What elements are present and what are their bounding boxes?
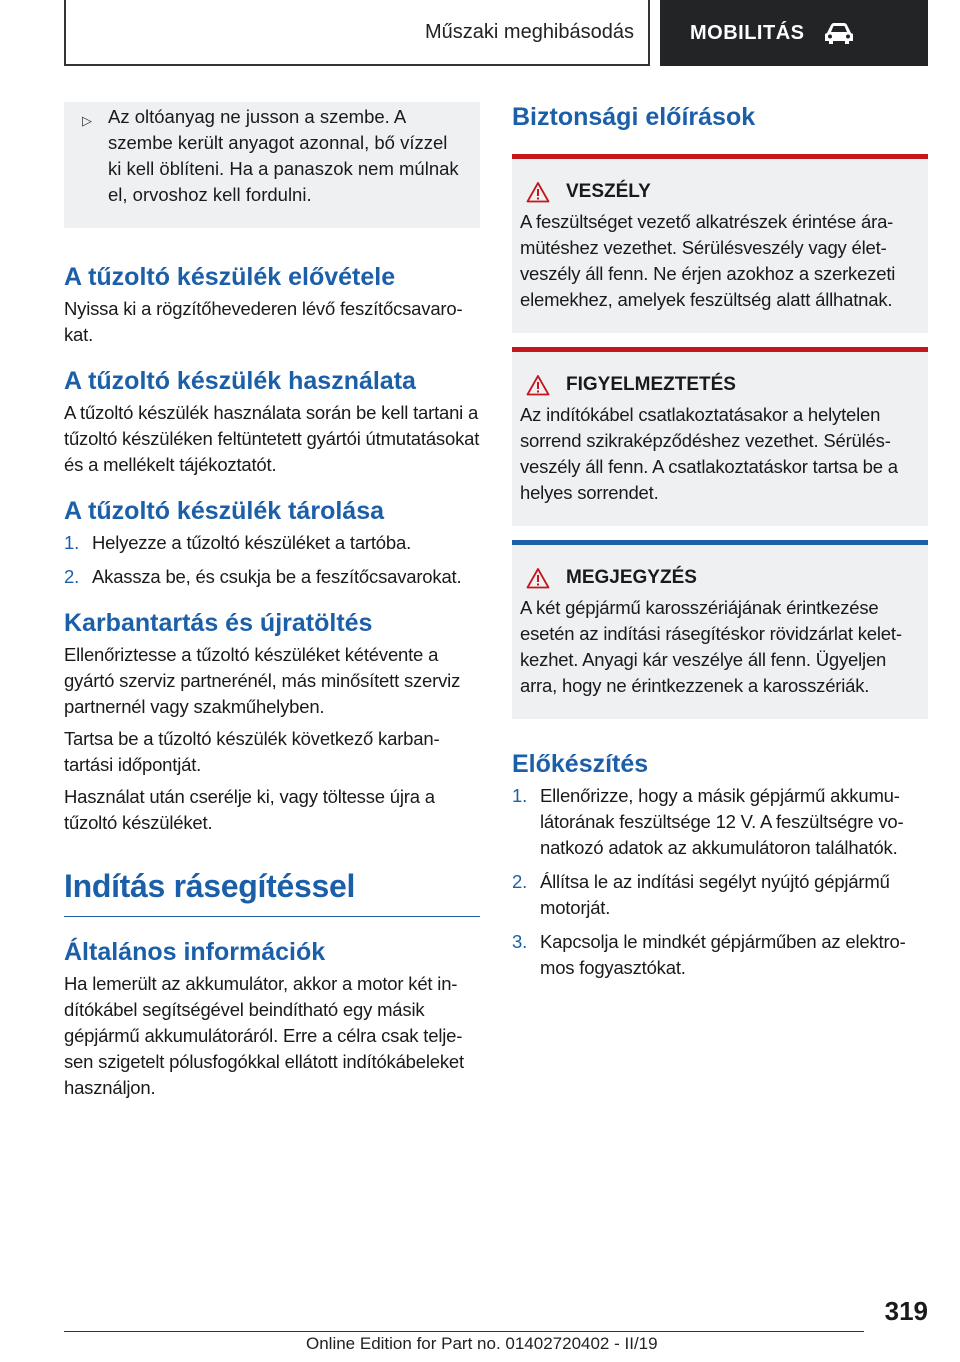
notice-box	[512, 540, 928, 719]
section-title: Műszaki meghibásodás	[64, 0, 650, 66]
note-text: Az oltóanyag ne jusson a szembe. A szembe került anyagot azonnal, bő vízzel ki kell öblíteni. Ha a panaszok nem múlnak el, orvoshoz kell fordulni.	[108, 106, 459, 205]
list-item: 3. Kapcsolja le mindkét gépjárműben az elektromos fogyasztókat.	[512, 931, 906, 978]
removal-section	[64, 262, 480, 348]
danger-box	[512, 154, 928, 333]
warning-triangle-icon	[526, 374, 550, 396]
maintenance-section	[64, 608, 480, 836]
list-item: 2. Akassza be, és csukja be a feszítőcsavarokat.	[64, 566, 462, 587]
maintenance-heading: Karbantartás és újratöltés	[64, 609, 373, 637]
list-item: 1. Ellenőrizze, hogy a másik gépjármű akkumulátorának feszültsége 12 V. A feszültségre vonatkozó adatok az akkumulátoron találhatók.	[512, 785, 904, 858]
car-icon	[823, 21, 855, 45]
preparation-heading: Előkészítés	[512, 750, 649, 778]
maintenance-text: Tartsa be a tűzoltó készülék következő karbantartási időpontját.	[64, 728, 440, 775]
list-item: 2. Állítsa le az indítási segélyt nyújtó gépjármű motorját.	[512, 871, 890, 918]
left-column	[64, 102, 480, 1119]
general-section	[64, 937, 480, 1101]
warning-label: VESZÉLY	[566, 181, 651, 202]
preparation-steps	[512, 783, 928, 981]
jumpstart-heading: Indítás rásegítéssel	[64, 866, 480, 917]
warning-triangle-icon	[526, 567, 550, 589]
note-box	[64, 102, 480, 228]
maintenance-text: Ellenőriztesse a tűzoltó készüléket kétévente a gyártó szerviz partnerénél, más minősített szerviz partnernél vagy szakműhelyben.	[64, 644, 461, 717]
usage-text: A tűzoltó készülék használata során be kell tartani a tűzoltó készüléken feltüntetett gyártói útmutatásokat és a mellékelt tájékoztatót.	[64, 402, 480, 475]
edition-footer: Online Edition for Part no. 01402720402 - II/19	[306, 1334, 658, 1353]
removal-heading: A tűzoltó készülék elővétele	[64, 263, 396, 291]
warning-box	[512, 347, 928, 526]
general-text: Ha lemerült az akkumulátor, akkor a motor két indítókábel segítségével beindítható egy másik gépjármű akkumulátoráról. Erre a célra csak teljesen szigetelt pólusfogókkal ellátott indítókábeleket használjon.	[64, 973, 464, 1098]
warning-text: Az indítókábel csatlakoztatásakor a helytelen sorrend szikraképződéshez vezethet. Sérülésveszély áll fenn. A csatlakoztatáskor tartsa be a helyes sorrendet.	[520, 404, 898, 503]
safety-heading: Biztonsági előírások	[512, 103, 756, 131]
triangle-marker-icon: ▷	[82, 113, 92, 128]
page-header	[64, 0, 928, 66]
general-heading: Általános információk	[64, 938, 326, 966]
maintenance-text: Használat után cserélje ki, vagy töltesse újra a tűzoltó készüléket.	[64, 786, 435, 833]
warning-label: MEGJEGYZÉS	[566, 567, 697, 588]
storage-section	[64, 496, 480, 590]
page-number: 319	[884, 1296, 928, 1326]
footer-divider	[64, 1331, 864, 1332]
preparation-section	[512, 749, 928, 981]
warning-text: A feszültséget vezető alkatrészek érintése áramütéshez vezethet. Sérülésveszély vagy életveszély áll fenn. Ne érjen azokhoz a szerkezeti elemekhez, amelyek feszültség alatt állhatnak.	[520, 211, 896, 310]
warning-text: A két gépjármű karosszériájának érintkezése esetén az indítási rásegítéskor rövidzárlat keletkezhet. Anyagi kár veszélye áll fenn. Ügyeljen arra, hogy ne érintkezzenek a karosszériák.	[520, 597, 902, 696]
storage-heading: A tűzoltó készülék tárolása	[64, 497, 384, 525]
right-column	[512, 102, 928, 999]
chapter-tab	[660, 0, 928, 66]
storage-steps	[64, 530, 480, 590]
removal-text: Nyissa ki a rögzítőhevederen lévő feszítőcsavarokat.	[64, 298, 463, 345]
warning-label: FIGYELMEZTETÉS	[566, 374, 736, 395]
warning-triangle-icon	[526, 181, 550, 203]
usage-heading: A tűzoltó készülék használata	[64, 367, 416, 395]
list-item: 1. Helyezze a tűzoltó készüléket a tartóba.	[64, 532, 412, 553]
usage-section	[64, 366, 480, 478]
chapter-title: MOBILITÁS	[690, 21, 805, 44]
